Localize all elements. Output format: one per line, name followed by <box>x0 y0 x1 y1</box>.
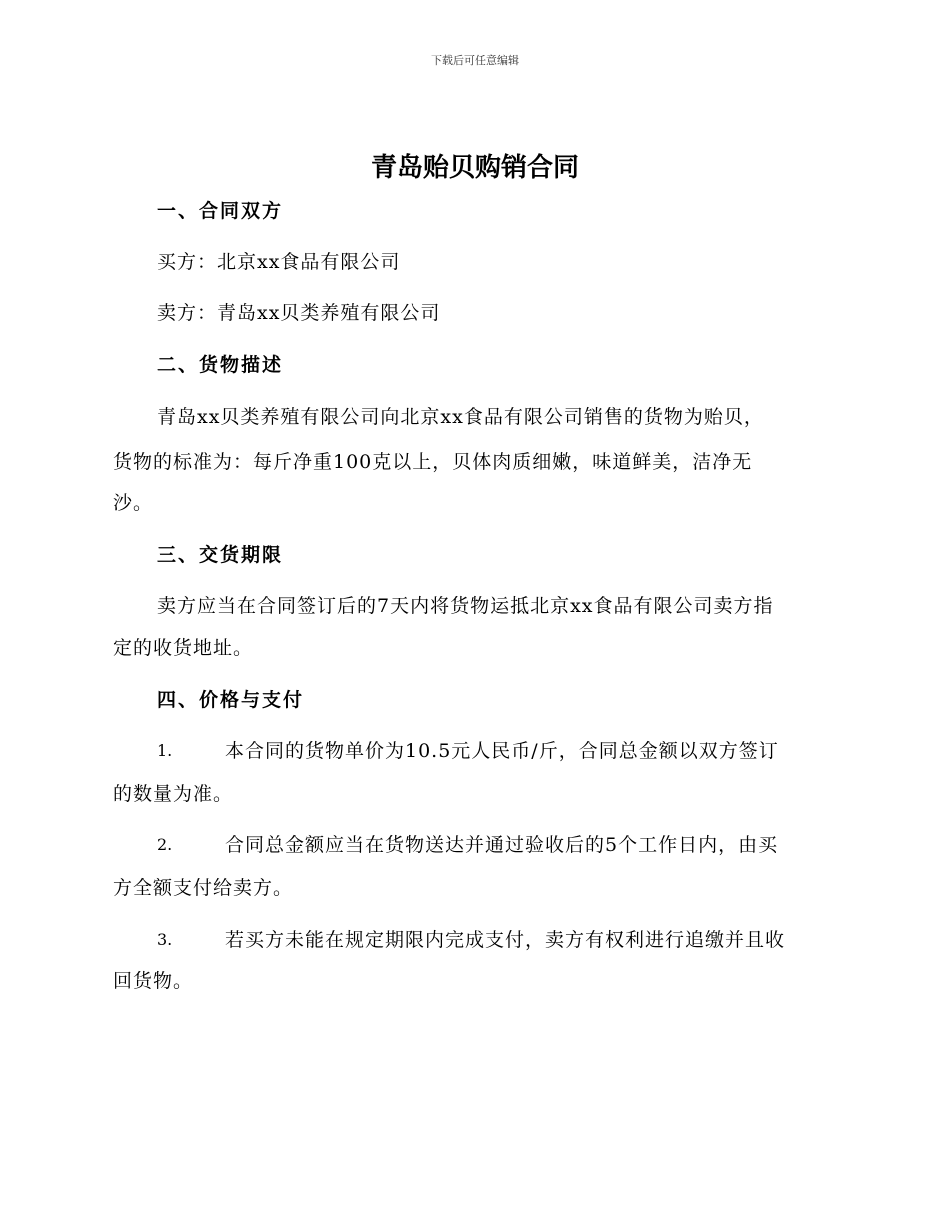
item-number: 1. <box>157 741 173 760</box>
goods-line-2: 货物的标准为：每斤净重100克以上，贝体肉质细嫩，味道鲜美，洁净无 <box>113 451 753 473</box>
payment-item-1-line-1: 本合同的货物单价为10.5元人民币/斤，合同总金额以双方签订 <box>225 740 779 762</box>
payment-item-3-line-1: 若买方未能在规定期限内完成支付，卖方有权利进行追缴并且收 <box>225 929 786 951</box>
payment-item-1-line-2: 的数量为准。 <box>113 783 234 805</box>
item-number: 2. <box>157 835 173 854</box>
seller-line: 卖方：青岛xx贝类养殖有限公司 <box>157 302 441 324</box>
buyer-line: 买方：北京xx食品有限公司 <box>157 251 401 273</box>
delivery-line-1: 卖方应当在合同签订后的7天内将货物运抵北京xx食品有限公司卖方指 <box>157 595 774 617</box>
section-heading-delivery: 三、交货期限 <box>157 544 284 566</box>
payment-item-2-line-1: 合同总金额应当在货物送达并通过验收后的5个工作日内，由买 <box>225 834 779 856</box>
goods-line-3: 沙。 <box>113 492 154 514</box>
item-number: 3. <box>157 930 173 949</box>
document-title: 青岛贻贝购销合同 <box>370 153 579 183</box>
section-heading-payment: 四、价格与支付 <box>157 689 305 711</box>
delivery-line-2: 定的收货地址。 <box>113 637 254 659</box>
goods-line-1: 青岛xx贝类养殖有限公司向北京xx食品有限公司销售的货物为贻贝， <box>157 406 764 428</box>
section-heading-goods: 二、货物描述 <box>157 354 284 376</box>
section-heading-parties: 一、合同双方 <box>157 200 284 222</box>
payment-item-2-line-2: 方全额支付给卖方。 <box>113 877 294 899</box>
payment-item-3-line-2: 回货物。 <box>113 970 194 992</box>
header-note: 下载后可任意编辑 <box>431 54 519 67</box>
